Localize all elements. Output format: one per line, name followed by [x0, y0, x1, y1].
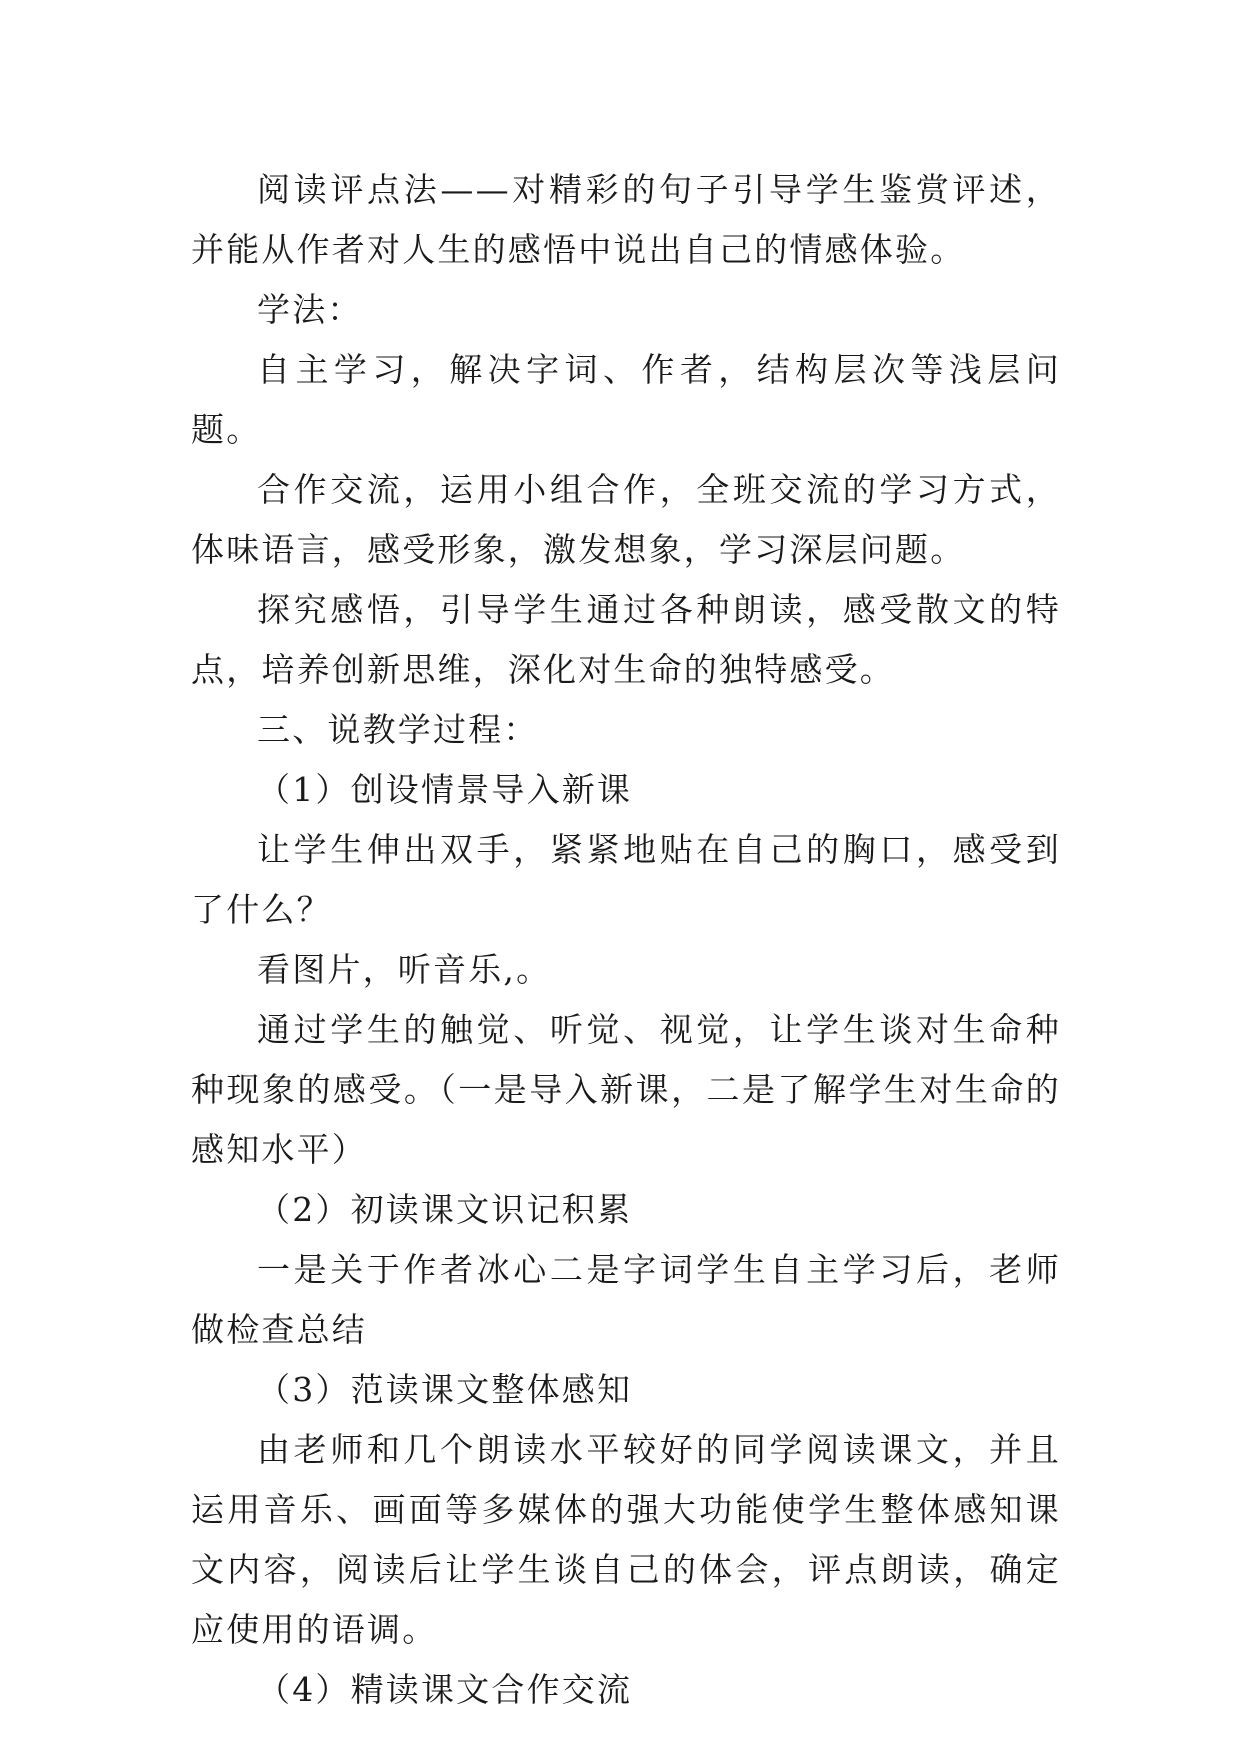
- document-body: [191, 160, 1061, 1720]
- paragraph-step-3-content: 由老师和几个朗读水平较好的同学阅读课文，并且运用音乐、画面等多媒体的强大功能使学生整体感知课文内容，阅读后让学生谈自己的体会，评点朗读，确定应使用的语调。: [191, 1430, 1061, 1649]
- paragraph-pictures-music: 看图片，听音乐,。: [257, 950, 552, 989]
- paragraph-reading-method: 阅读评点法——对精彩的句子引导学生鉴赏评述，并能从作者对人生的感悟中说出自己的情感体验。: [191, 170, 1061, 269]
- paragraph-self-study: 自主学习，解决字词、作者，结构层次等浅层问题。: [191, 350, 1061, 449]
- paragraph-teaching-process-heading: 三、说教学过程：: [257, 710, 539, 749]
- paragraph-cooperation: 合作交流，运用小组合作，全班交流的学习方式，体味语言，感受形象，激发想象，学习深层问题。: [191, 470, 1061, 569]
- paragraph-step-4-heading: （4）精读课文合作交流: [257, 1670, 633, 1709]
- paragraph-step-1-activity: 让学生伸出双手，紧紧地贴在自己的胸口，感受到了什么？: [191, 830, 1061, 929]
- paragraph-exploration: 探究感悟，引导学生通过各种朗读，感受散文的特点，培养创新思维，深化对生命的独特感受。: [191, 590, 1061, 689]
- paragraph-step-2-heading: （2）初读课文识记积累: [257, 1190, 633, 1229]
- paragraph-step-3-heading: （3）范读课文整体感知: [257, 1370, 633, 1409]
- paragraph-learning-method-heading: 学法：: [257, 290, 363, 329]
- paragraph-step-2-content: 一是关于作者冰心二是字词学生自主学习后，老师做检查总结: [191, 1250, 1061, 1349]
- paragraph-step-1-heading: （1）创设情景导入新课: [257, 770, 633, 809]
- paragraph-senses: 通过学生的触觉、听觉、视觉，让学生谈对生命种种现象的感受。（一是导入新课，二是了解学生对生命的感知水平）: [191, 1010, 1061, 1169]
